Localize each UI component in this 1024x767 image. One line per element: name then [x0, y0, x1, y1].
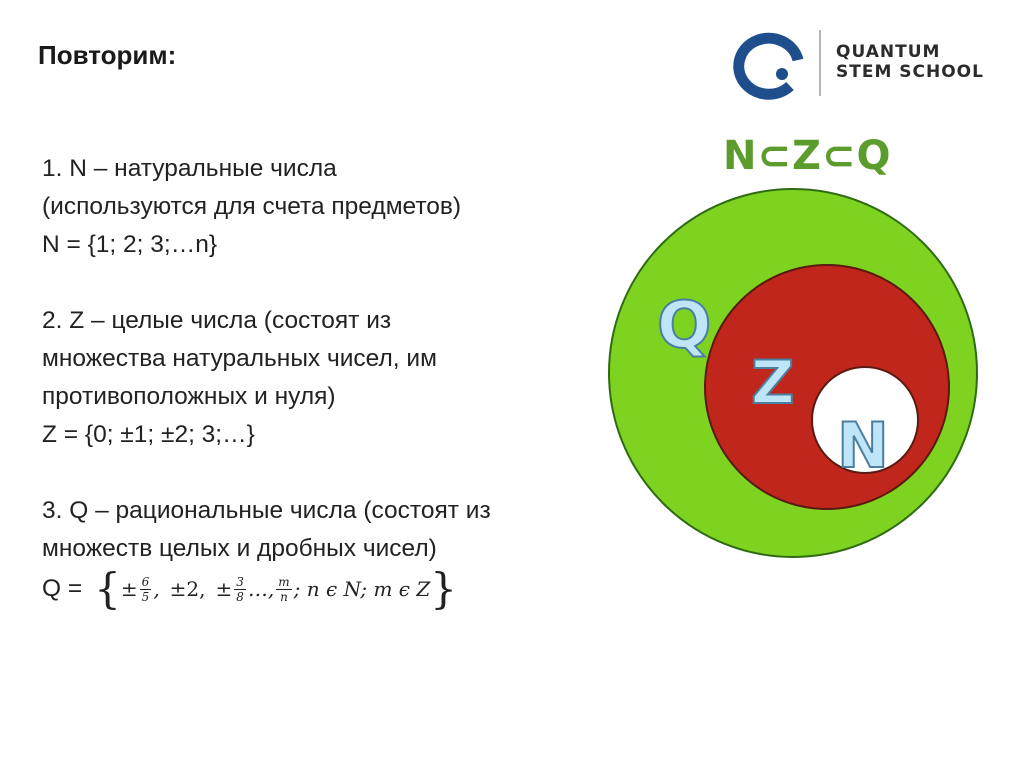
logo	[728, 28, 1018, 100]
quantum-q-logo-icon	[728, 28, 818, 100]
section-integer	[42, 302, 612, 454]
section-rational	[42, 492, 612, 613]
section-line: (используются для счета предметов)	[42, 193, 462, 220]
letter-z: Z	[751, 348, 795, 418]
fraction	[276, 575, 291, 604]
fraction	[140, 575, 152, 604]
formula-open-brace: {	[94, 564, 121, 613]
section-line: 2. Z – целые числа (состоят из	[42, 307, 392, 334]
fraction	[234, 575, 246, 604]
formula-close-brace: }	[430, 564, 457, 613]
fraction-denominator: n	[280, 589, 288, 604]
formula-pm: ±	[215, 577, 233, 601]
rational-formula	[94, 564, 457, 613]
fraction-denominator: 5	[141, 589, 150, 604]
content-body	[42, 150, 612, 648]
fraction-numerator: 6	[141, 574, 150, 589]
formula-condition: ; n ϵ N; m ϵ Z	[293, 577, 431, 601]
section-line: противоположных и нуля)	[42, 383, 336, 410]
section-natural	[42, 150, 612, 264]
section-line: N = {1; 2; 3;…n}	[42, 231, 218, 258]
letter-q: Q	[657, 289, 712, 363]
venn-circles	[605, 125, 985, 565]
formula-pm: ±2,	[169, 577, 206, 601]
logo-text	[836, 42, 984, 82]
formula-pm: ±	[120, 577, 138, 601]
section-line: множеств целых и дробных чисел)	[42, 535, 437, 562]
formula-label: Q =	[42, 575, 83, 602]
fraction-numerator: 3	[236, 574, 244, 589]
venn-subset-label: N⊂Z⊂Q	[723, 133, 892, 179]
section-line: 1. N – натуральные числа	[42, 155, 337, 182]
formula-dots: …,	[247, 577, 275, 601]
rational-formula-row	[42, 564, 612, 613]
letter-n: N	[837, 409, 889, 482]
formula-separator: ,	[153, 577, 160, 601]
fraction-denominator: 8	[236, 589, 244, 604]
slide-title: Повторим:	[38, 40, 177, 70]
logo-line-1: QUANTUM	[836, 42, 941, 62]
section-line: множества натуральных чисел, им	[42, 345, 437, 372]
fraction-numerator: m	[278, 574, 290, 589]
logo-divider	[819, 30, 821, 96]
venn-diagram	[605, 125, 985, 565]
section-line: 3. Q – рациональные числа (состоят из	[42, 497, 491, 524]
section-line: Z = {0; ±1; ±2; 3;…}	[42, 421, 255, 448]
logo-line-2: STEM SCHOOL	[836, 62, 984, 82]
